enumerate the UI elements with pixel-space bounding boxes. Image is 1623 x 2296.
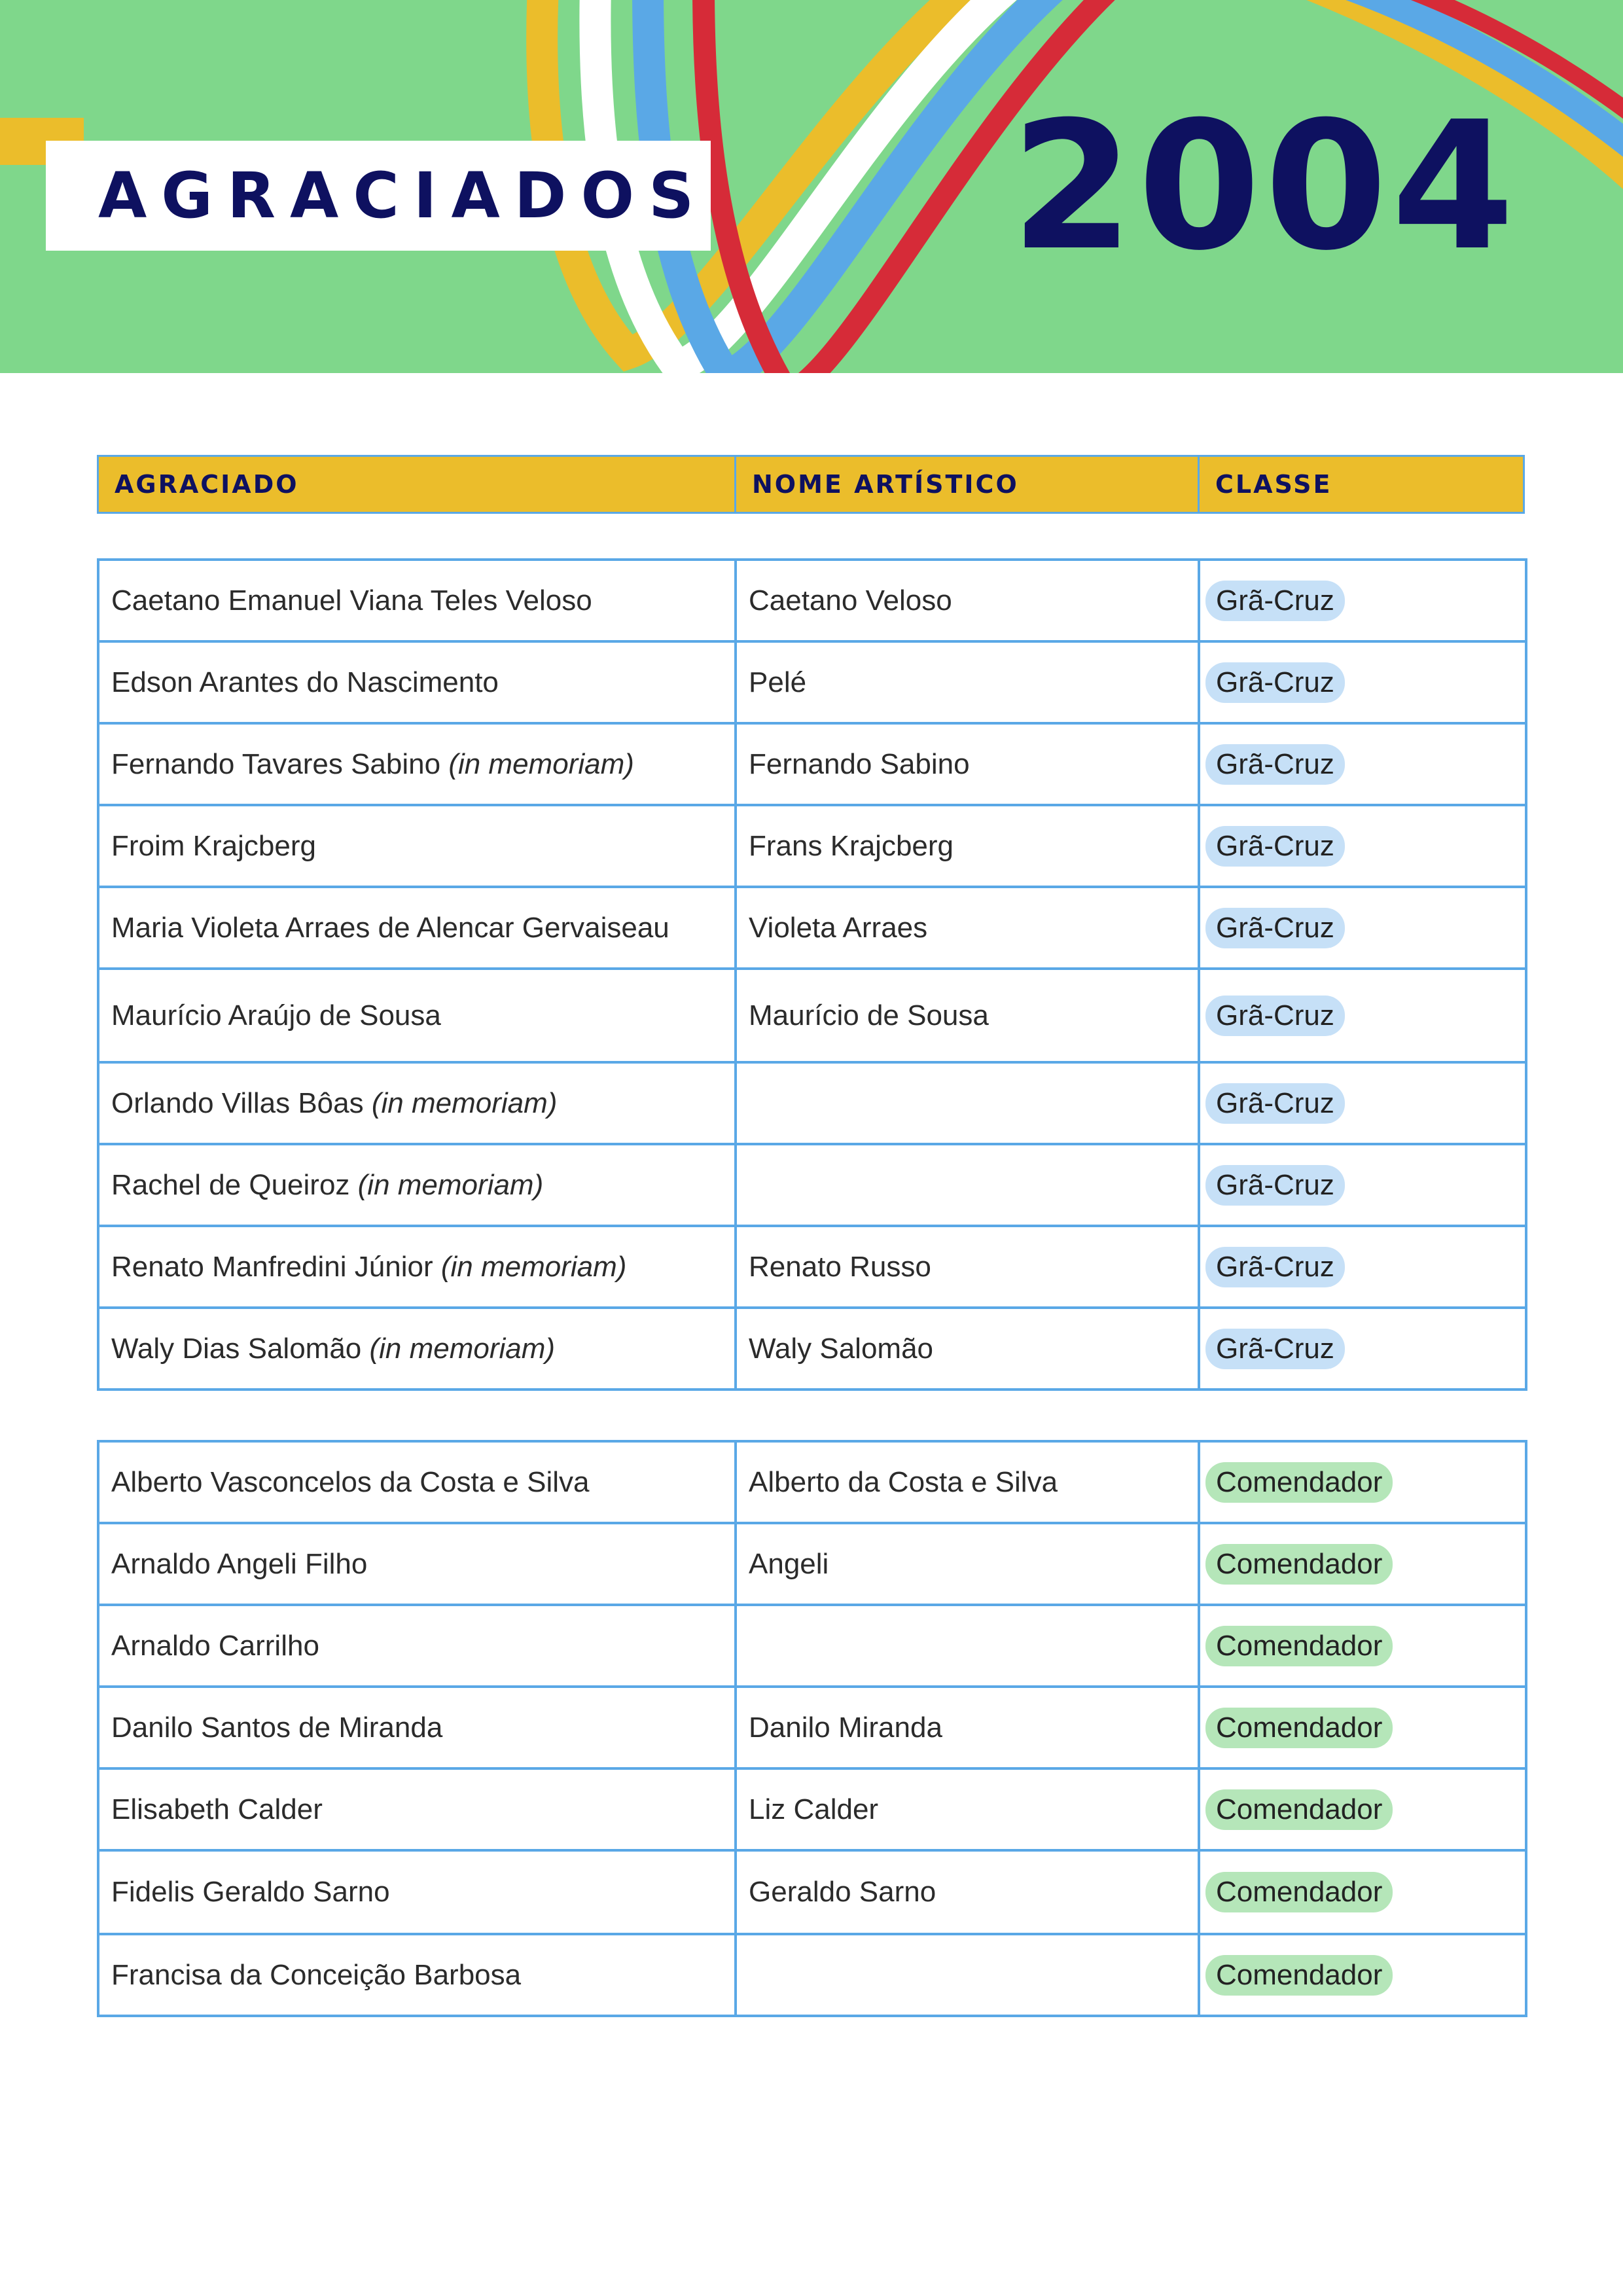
classe-badge: Comendador [1205, 1544, 1393, 1585]
agraciado-cell [98, 1687, 736, 1768]
nome-artistico-cell [736, 1144, 1199, 1226]
table-row [98, 723, 1526, 805]
agraciado-cell [98, 1144, 736, 1226]
classe-cell [1199, 1441, 1526, 1523]
agraciado-name: Waly Dias Salomão [111, 1332, 370, 1365]
classe-cell [1199, 723, 1526, 805]
classe-badge: Grã-Cruz [1205, 908, 1345, 948]
classe-badge: Grã-Cruz [1205, 581, 1345, 621]
in-memoriam-note: (in memoriam) [369, 1332, 556, 1365]
table-row [98, 1441, 1526, 1523]
classe-badge: Grã-Cruz [1205, 826, 1345, 867]
table-row [98, 1523, 1526, 1605]
classe-cell [1199, 1308, 1526, 1390]
nome-artistico-cell: Violeta Arraes [736, 887, 1199, 969]
nome-artistico-cell: Geraldo Sarno [736, 1850, 1199, 1934]
classe-cell [1199, 1144, 1526, 1226]
agraciado-name: Danilo Santos de Miranda [111, 1711, 443, 1744]
nome-artistico-cell: Waly Salomão [736, 1308, 1199, 1390]
classe-cell [1199, 805, 1526, 887]
agraciado-cell [98, 723, 736, 805]
table-row [98, 641, 1526, 723]
table-row [98, 1062, 1526, 1144]
in-memoriam-note: (in memoriam) [440, 1250, 627, 1283]
table-row [98, 805, 1526, 887]
classe-badge: Comendador [1205, 1789, 1393, 1830]
classe-badge: Comendador [1205, 1708, 1393, 1748]
agraciado-cell [98, 1934, 736, 2016]
classe-badge: Grã-Cruz [1205, 662, 1345, 703]
agraciado-cell [98, 1768, 736, 1850]
nome-artistico-cell [736, 1934, 1199, 2016]
agraciado-cell [98, 641, 736, 723]
nome-artistico-cell: Alberto da Costa e Silva [736, 1441, 1199, 1523]
table-row [98, 969, 1526, 1062]
table-row [98, 887, 1526, 969]
agraciado-name: Maria Violeta Arraes de Alencar Gervaiseau [111, 911, 669, 944]
nome-artistico-cell: Maurício de Sousa [736, 969, 1199, 1062]
table-row [98, 1605, 1526, 1687]
comendador-table [97, 1440, 1527, 2017]
nome-artistico-cell: Angeli [736, 1523, 1199, 1605]
table-row [98, 1934, 1526, 2016]
agraciado-cell [98, 1850, 736, 1934]
classe-cell [1199, 1768, 1526, 1850]
classe-cell [1199, 1687, 1526, 1768]
agraciado-cell [98, 1226, 736, 1308]
header-agraciado: AGRACIADO [99, 457, 736, 512]
agraciado-name: Francisa da Conceição Barbosa [111, 1958, 522, 1991]
nome-artistico-cell: Liz Calder [736, 1768, 1199, 1850]
agraciado-name: Edson Arantes do Nascimento [111, 666, 499, 698]
agraciado-name: Froim Krajcberg [111, 829, 316, 862]
nome-artistico-cell [736, 1062, 1199, 1144]
nome-artistico-cell: Caetano Veloso [736, 560, 1199, 641]
agraciado-name: Renato Manfredini Júnior [111, 1250, 441, 1283]
table-row [98, 1850, 1526, 1934]
table-row [98, 1144, 1526, 1226]
header-classe: CLASSE [1215, 470, 1332, 499]
agraciado-name: Maurício Araújo de Sousa [111, 999, 441, 1031]
agraciado-cell [98, 805, 736, 887]
title-box [46, 141, 711, 251]
classe-badge: Grã-Cruz [1205, 1329, 1345, 1369]
nome-artistico-cell: Pelé [736, 641, 1199, 723]
agraciado-name: Fidelis Geraldo Sarno [111, 1876, 390, 1908]
agraciado-name: Orlando Villas Bôas [111, 1086, 372, 1119]
classe-cell [1199, 1605, 1526, 1687]
agraciado-cell [98, 1441, 736, 1523]
nome-artistico-cell: Frans Krajcberg [736, 805, 1199, 887]
classe-cell [1199, 1850, 1526, 1934]
agraciado-cell [98, 1308, 736, 1390]
table-row [98, 1768, 1526, 1850]
classe-cell [1199, 1062, 1526, 1144]
header-banner [0, 0, 1623, 373]
classe-cell [1199, 641, 1526, 723]
table-row [98, 1308, 1526, 1390]
classe-badge: Comendador [1205, 1462, 1393, 1503]
agraciado-name: Caetano Emanuel Viana Teles Veloso [111, 584, 592, 617]
classe-badge: Grã-Cruz [1205, 744, 1345, 785]
table-row [98, 560, 1526, 641]
nome-artistico-cell: Renato Russo [736, 1226, 1199, 1308]
classe-cell [1199, 560, 1526, 641]
in-memoriam-note: (in memoriam) [357, 1168, 544, 1201]
classe-badge: Grã-Cruz [1205, 1083, 1345, 1124]
nome-artistico-cell [736, 1605, 1199, 1687]
header-nome-artistico: NOME ARTÍSTICO [736, 457, 1200, 512]
agraciado-cell [98, 1605, 736, 1687]
agraciado-name: Arnaldo Angeli Filho [111, 1547, 368, 1580]
classe-badge: Grã-Cruz [1205, 1247, 1345, 1287]
classe-cell [1199, 887, 1526, 969]
in-memoriam-note: (in memoriam) [448, 747, 634, 780]
classe-badge: Grã-Cruz [1205, 996, 1345, 1036]
agraciado-name: Rachel de Queiroz [111, 1168, 358, 1201]
agraciado-name: Elisabeth Calder [111, 1793, 323, 1825]
table-row [98, 1226, 1526, 1308]
agraciado-name: Alberto Vasconcelos da Costa e Silva [111, 1465, 590, 1498]
page-title: AGRACIADOS [98, 159, 709, 232]
agraciado-cell [98, 1523, 736, 1605]
agraciado-cell [98, 887, 736, 969]
agraciado-cell [98, 560, 736, 641]
year-label: 2004 [1010, 83, 1518, 289]
agraciado-cell [98, 969, 736, 1062]
table-row [98, 1687, 1526, 1768]
nome-artistico-cell: Danilo Miranda [736, 1687, 1199, 1768]
nome-artistico-cell: Fernando Sabino [736, 723, 1199, 805]
classe-badge: Comendador [1205, 1955, 1393, 1996]
gra-cruz-table [97, 558, 1527, 1391]
classe-badge: Comendador [1205, 1872, 1393, 1912]
classe-cell [1199, 1934, 1526, 2016]
in-memoriam-note: (in memoriam) [371, 1086, 558, 1119]
agraciado-name: Fernando Tavares Sabino [111, 747, 449, 780]
classe-badge: Comendador [1205, 1626, 1393, 1666]
classe-badge: Grã-Cruz [1205, 1165, 1345, 1206]
classe-cell [1199, 1226, 1526, 1308]
table-header [97, 455, 1525, 514]
agraciado-name: Arnaldo Carrilho [111, 1629, 319, 1662]
classe-cell [1199, 969, 1526, 1062]
classe-cell [1199, 1523, 1526, 1605]
agraciado-cell [98, 1062, 736, 1144]
